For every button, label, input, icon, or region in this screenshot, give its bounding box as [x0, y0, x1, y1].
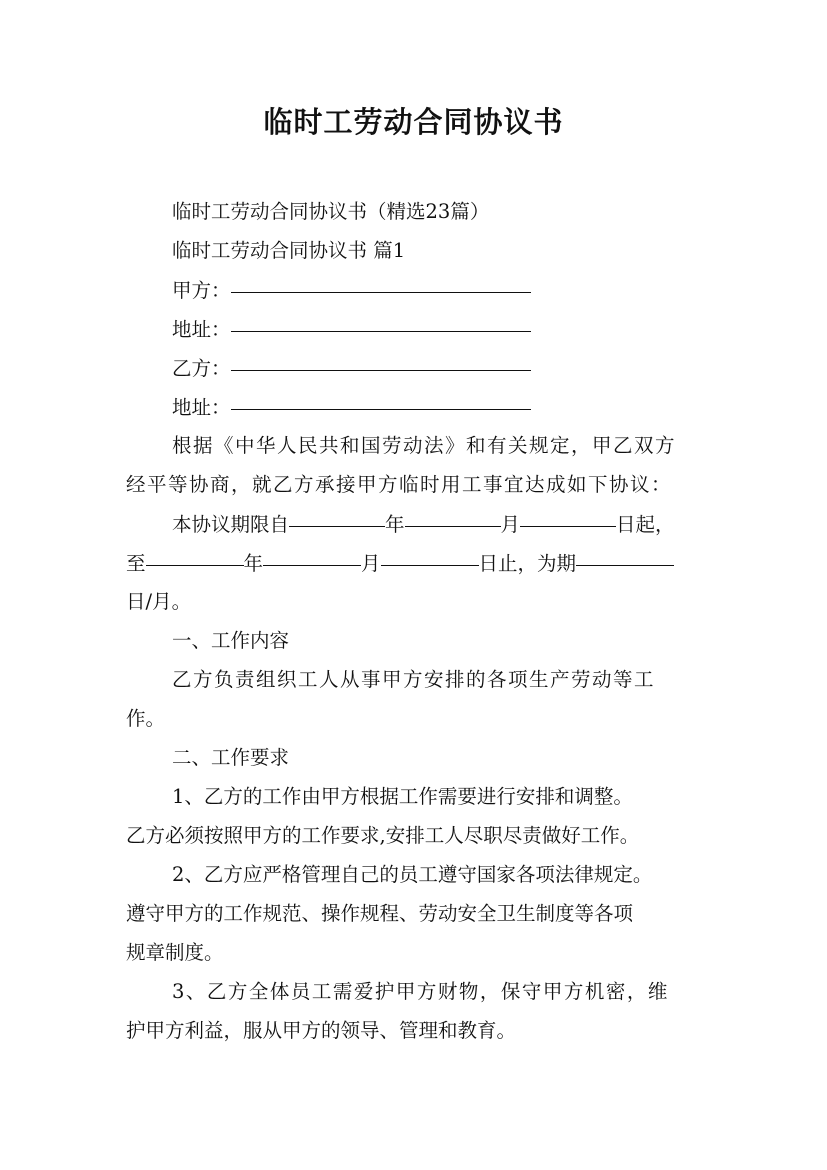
- article-heading: 临时工劳动合同协议书 篇1: [172, 239, 406, 262]
- section-1-heading: 一、工作内容: [172, 629, 290, 652]
- document-subtitle: 临时工劳动合同协议书（精选23篇）: [172, 200, 490, 223]
- party-a-address-blank: [231, 305, 531, 332]
- party-b-address-row: [126, 387, 716, 426]
- intro-line-1: 根据《中华人民共和国劳动法》和有关规定，甲乙双方: [172, 434, 677, 457]
- term-start-day-suffix: 日起，: [616, 513, 675, 536]
- party-b-row: [126, 348, 716, 387]
- intro-line-2: 经平等协商，就乙方承接甲方临时用工事宜达成如下协议：: [126, 473, 673, 496]
- party-b-label: 乙方：: [172, 357, 231, 380]
- party-a-address-row: [126, 309, 716, 348]
- party-b-address-label: 地址：: [172, 396, 231, 419]
- term-start-prefix: 本协议期限自: [172, 513, 290, 536]
- term-end-year-blank: [146, 539, 244, 566]
- term-tail: 日/月。: [126, 590, 192, 613]
- term-start-year-label: 年: [385, 513, 405, 536]
- term-end-prefix: 至: [126, 552, 146, 575]
- item-1-line-1: 1、乙方的工作由甲方根据工作需要进行安排和调整。: [172, 785, 633, 808]
- section-2-heading: 二、工作要求: [172, 746, 290, 769]
- term-end-month-label: 月: [361, 552, 381, 575]
- term-start-month-label: 月: [500, 513, 521, 536]
- party-a-label: 甲方：: [172, 279, 231, 302]
- item-3-line-2: 护甲方利益，服从甲方的领导、管理和教育。: [126, 1019, 517, 1042]
- term-start-day-blank: [520, 500, 616, 527]
- term-end-year-label: 年: [243, 552, 264, 575]
- document-title: 临时工劳动合同协议书: [263, 105, 564, 139]
- party-a-row: [126, 270, 716, 309]
- term-start-year-blank: [289, 500, 385, 527]
- party-a-address-label: 地址：: [172, 318, 231, 341]
- term-end-day-blank: [381, 539, 479, 566]
- party-b-blank: [231, 344, 531, 371]
- term-end-month-blank: [263, 539, 361, 566]
- item-1-line-2: 乙方必须按照甲方的工作要求,安排工人尽职尽责做好工作。: [126, 824, 640, 847]
- party-a-blank: [231, 266, 531, 293]
- item-2-line-2: 遵守甲方的工作规范、操作规程、劳动安全卫生制度等各项: [126, 902, 634, 925]
- item-2-line-1: 2、乙方应严格管理自己的员工遵守国家各项法律规定。: [172, 863, 653, 886]
- item-3-line-1: 3、乙方全体员工需爱护甲方财物，保守甲方机密，维: [172, 980, 669, 1003]
- term-start-row: [126, 504, 716, 543]
- term-start-month-blank: [405, 500, 501, 527]
- term-end-row: [126, 543, 716, 582]
- party-b-address-blank: [231, 383, 531, 410]
- section-1-line-2: 作。: [126, 707, 166, 730]
- section-1-line-1: 乙方负责组织工人从事甲方安排的各项生产劳动等工: [172, 668, 656, 691]
- term-end-day-suffix: 日止，为期: [478, 552, 577, 575]
- term-duration-blank: [576, 539, 674, 566]
- item-2-line-3: 规章制度。: [126, 941, 224, 964]
- document-body: [126, 192, 716, 1050]
